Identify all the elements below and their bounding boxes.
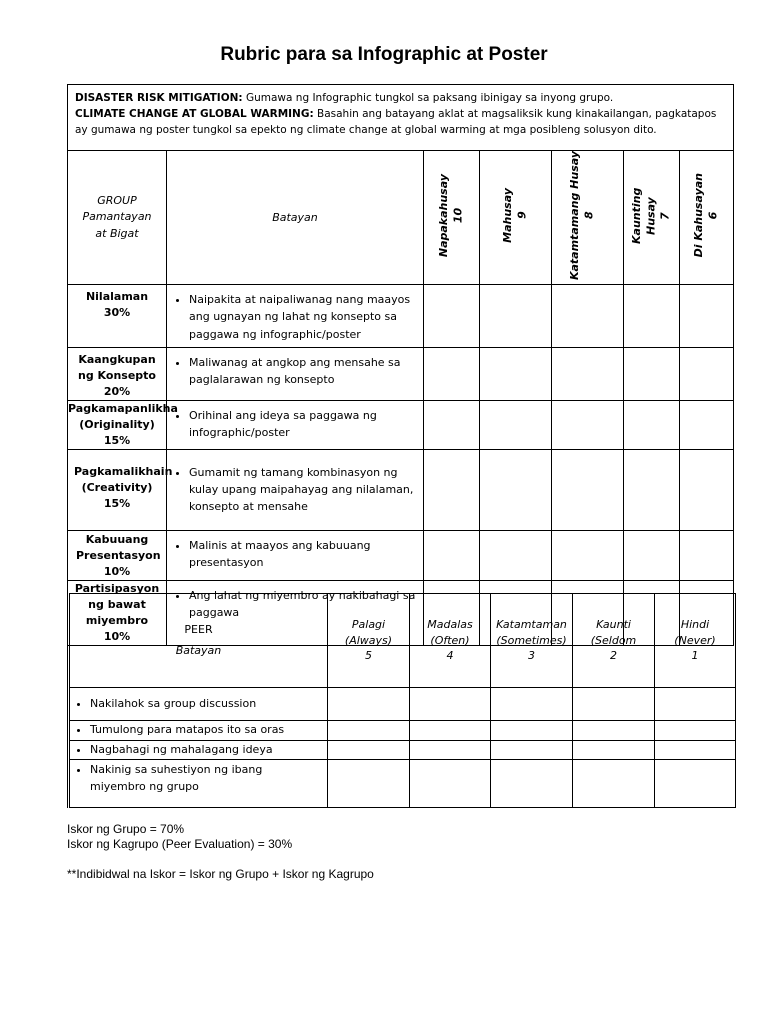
scale-label-en: (Never) xyxy=(674,633,716,647)
criterion-weight: 15% xyxy=(103,434,131,448)
score-cell[interactable] xyxy=(480,285,552,348)
criterion-weight: 10% xyxy=(103,629,131,643)
score-cell[interactable] xyxy=(624,450,680,531)
peer-criterion-text: • Nakinig sa suhestiyon ng ibang miyembro ng grupo xyxy=(90,762,321,795)
footer-peer-score: Iskor ng Kagrupo (Peer Evaluation) = 30% xyxy=(67,837,293,851)
score-cell[interactable] xyxy=(624,531,680,581)
peer-criterion-cell xyxy=(69,721,328,741)
criterion-cell xyxy=(68,285,167,348)
score-header-napakahusay xyxy=(424,151,480,285)
score-cell[interactable] xyxy=(491,688,573,721)
peer-criterion-text: • Nakilahok sa group discussion xyxy=(90,696,321,713)
score-cell[interactable] xyxy=(655,721,736,741)
score-cell[interactable] xyxy=(491,740,573,760)
score-header-value: 7 xyxy=(658,211,672,220)
score-cell[interactable] xyxy=(680,401,734,450)
score-cell[interactable] xyxy=(328,760,410,808)
score-header-label: Mahusay xyxy=(501,188,515,243)
score-cell[interactable] xyxy=(480,531,552,581)
scale-score: 4 xyxy=(446,649,454,663)
description-text: • Naipakita at naipaliwanag nang maayos ang ugnayan ng lahat ng konsepto sa paggawa ng infographic/poster xyxy=(189,291,417,342)
scale-label-en: (Often) xyxy=(430,633,470,647)
criterion-cell xyxy=(68,348,167,401)
criterion-cell xyxy=(68,531,167,581)
scale-score: 3 xyxy=(528,649,535,663)
peer-criterion-text: • Nagbahagi ng mahalagang ideya xyxy=(90,742,321,759)
score-cell[interactable] xyxy=(328,688,410,721)
criterion-cell xyxy=(68,450,173,531)
peer-header-subtitle: Batayan xyxy=(175,643,222,657)
score-cell[interactable] xyxy=(655,740,736,760)
score-cell[interactable] xyxy=(424,531,480,581)
group-rubric-table xyxy=(67,84,734,646)
table-row xyxy=(68,401,734,450)
score-cell[interactable] xyxy=(410,760,491,808)
scale-label: Palagi xyxy=(351,617,386,631)
criterion-weight: 15% xyxy=(103,497,131,511)
instruction-label-2: CLIMATE CHANGE AT GLOBAL WARMING: xyxy=(75,107,314,120)
score-header-di-kahusayan xyxy=(680,151,734,285)
scale-label: Kaunti xyxy=(596,617,631,631)
score-cell[interactable] xyxy=(680,348,734,401)
scale-header-never xyxy=(655,594,736,688)
score-header-label: Di Kahusayan xyxy=(692,173,706,258)
batayan-header: Batayan xyxy=(167,151,424,285)
scale-header-sometimes xyxy=(491,594,573,688)
table-row xyxy=(69,760,736,808)
score-cell[interactable] xyxy=(624,401,680,450)
instruction-label-1: DISASTER RISK MITIGATION: xyxy=(75,92,243,104)
scale-score: 5 xyxy=(365,649,372,663)
score-header-value: 8 xyxy=(581,211,595,220)
score-cell[interactable] xyxy=(624,348,680,401)
score-cell[interactable] xyxy=(424,285,480,348)
score-cell[interactable] xyxy=(573,760,655,808)
table-row xyxy=(68,348,734,401)
criterion-name: Pagkamalikhain (Creativity) xyxy=(74,465,173,495)
score-cell[interactable] xyxy=(410,740,491,760)
score-cell[interactable] xyxy=(573,740,655,760)
scale-label: Katamtaman xyxy=(496,617,567,631)
table-row xyxy=(68,531,734,581)
scale-score: 1 xyxy=(691,649,699,663)
description-text: • Orihinal ang ideya sa paggawa ng infographic/poster xyxy=(189,407,417,441)
score-cell[interactable] xyxy=(424,348,480,401)
scale-label: Madalas xyxy=(427,617,473,631)
score-cell[interactable] xyxy=(680,531,734,581)
criterion-weight: 30% xyxy=(103,306,131,320)
score-header-value: 9 xyxy=(515,211,529,220)
peer-rubric-table xyxy=(67,593,736,808)
score-cell[interactable] xyxy=(552,348,624,401)
scale-label-en: (Always) xyxy=(344,633,393,647)
description-cell xyxy=(167,450,424,531)
score-cell[interactable] xyxy=(680,285,734,348)
table-row xyxy=(69,721,736,741)
footer-group-score: Iskor ng Grupo = 70% xyxy=(67,822,185,836)
score-cell[interactable] xyxy=(655,760,736,808)
score-header-label: Katamtamang Husay xyxy=(567,151,581,281)
score-cell[interactable] xyxy=(552,450,624,531)
criterion-name: Partisipasyon ng bawat miyembro xyxy=(74,582,160,627)
score-cell[interactable] xyxy=(552,401,624,450)
peer-header-title: PEER xyxy=(184,622,213,636)
scale-label: Hindi xyxy=(680,617,710,631)
description-text: • Gumamit ng tamang kombinasyon ng kulay upang maipahayag ang nilalaman, konsepto at mensahe xyxy=(189,464,417,515)
score-cell[interactable] xyxy=(655,688,736,721)
score-header-label: Napakahusay xyxy=(437,173,451,258)
score-cell[interactable] xyxy=(480,348,552,401)
peer-header-row xyxy=(69,594,736,688)
instruction-text-1: Gumawa ng Infographic tungkol sa paksang ibinigay sa inyong grupo. xyxy=(242,92,614,104)
scale-score: 2 xyxy=(610,649,617,663)
scale-header-often xyxy=(410,594,491,688)
description-cell xyxy=(167,531,424,581)
score-cell[interactable] xyxy=(491,760,573,808)
score-cell[interactable] xyxy=(624,285,680,348)
criterion-weight: 20% xyxy=(103,385,131,399)
score-cell[interactable] xyxy=(480,401,552,450)
score-cell[interactable] xyxy=(573,688,655,721)
score-cell[interactable] xyxy=(410,688,491,721)
footer-individual-score: **Indibidwal na Iskor = Iskor ng Grupo + Iskor ng Kagrupo xyxy=(67,867,374,881)
score-cell[interactable] xyxy=(410,721,491,741)
group-header-cell xyxy=(68,151,167,285)
group-header-subtitle: Pamantayan at Bigat xyxy=(82,210,152,240)
criterion-name: Pagkamapanlikha (Originality) xyxy=(68,402,178,432)
instruction-text-2: Basahin ang batayang aklat at magsaliksik kung kinakailangan, pagkatapos ay gumawa ng poster tungkol sa epekto ng climate change at global warming at mga posibleng solusyon dito. xyxy=(75,107,717,136)
description-cell xyxy=(167,285,424,348)
score-cell[interactable] xyxy=(328,740,410,760)
peer-header-cell xyxy=(69,594,328,688)
table-row xyxy=(69,740,736,760)
score-cell[interactable] xyxy=(552,531,624,581)
score-header-katamtamang-husay xyxy=(552,151,624,285)
table-row xyxy=(68,450,734,531)
table-row xyxy=(69,688,736,721)
score-cell[interactable] xyxy=(680,450,734,531)
group-header-title: GROUP xyxy=(97,193,137,207)
scale-label-en: (Seldom xyxy=(590,633,637,647)
score-header-value: 10 xyxy=(451,207,465,224)
description-cell xyxy=(167,348,424,401)
criterion-name: Kabuuang Presentasyon xyxy=(76,533,161,563)
scale-label-en: (Sometimes) xyxy=(496,633,567,647)
score-header-label: Kaunting Husay xyxy=(630,187,658,244)
score-cell[interactable] xyxy=(573,721,655,741)
score-header-mahusay xyxy=(480,151,552,285)
score-cell[interactable] xyxy=(328,721,410,741)
peer-criterion-text: • Tumulong para matapos ito sa oras xyxy=(90,722,321,739)
table-row xyxy=(68,285,734,348)
score-cell[interactable] xyxy=(480,450,552,531)
score-cell[interactable] xyxy=(491,721,573,741)
criterion-weight: 10% xyxy=(103,565,131,579)
criterion-name: Nilalaman xyxy=(85,290,149,304)
scale-header-seldom xyxy=(573,594,655,688)
criterion-name: Kaangkupan ng Konsepto xyxy=(78,353,156,383)
description-cell xyxy=(167,401,424,450)
score-header-value: 6 xyxy=(706,211,720,220)
group-header-row xyxy=(68,151,734,285)
description-text: • Malinis at maayos ang kabuuang presentasyon xyxy=(189,537,417,571)
instructions-box xyxy=(68,85,734,151)
score-cell[interactable] xyxy=(424,401,480,450)
scale-header-always xyxy=(328,594,410,688)
peer-criterion-cell xyxy=(69,740,328,760)
description-text: • Ang lahat ng miyembro ay nakibahagi sa paggawa xyxy=(189,587,417,621)
score-cell[interactable] xyxy=(552,285,624,348)
peer-criterion-cell xyxy=(69,760,328,808)
peer-criterion-cell xyxy=(69,688,328,721)
score-cell[interactable] xyxy=(424,450,480,531)
score-header-kaunting-husay xyxy=(624,151,680,285)
page-title: Rubric para sa Infographic at Poster xyxy=(220,44,548,65)
description-text: • Maliwanag at angkop ang mensahe sa paglalarawan ng konsepto xyxy=(189,354,417,388)
criterion-cell xyxy=(68,401,178,450)
